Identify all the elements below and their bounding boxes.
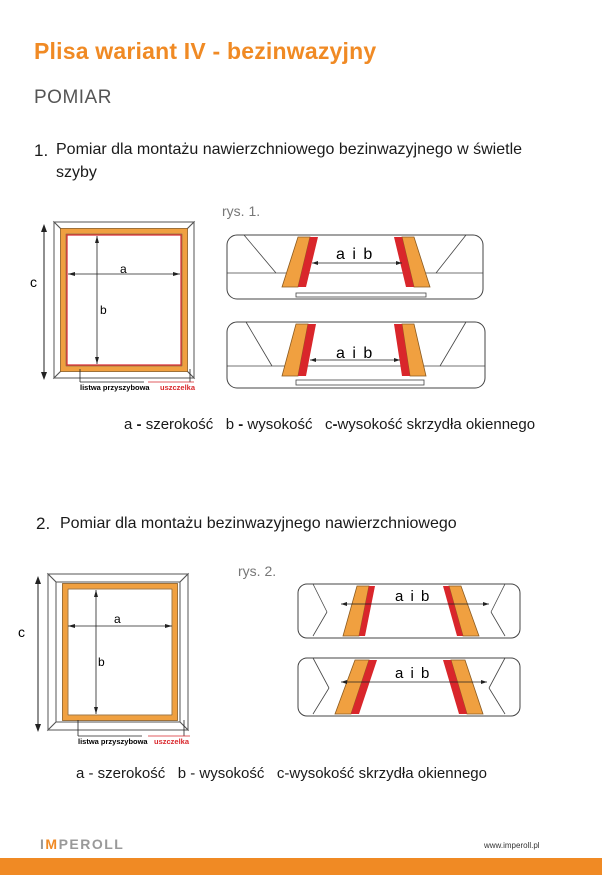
page-subtitle: POMIAR [34,87,112,108]
brand-logo-pre: I [40,836,46,852]
frame-diagram-2 [18,570,198,746]
legend-c-letter: c [324,416,333,433]
profile-diagram-1b [226,320,488,392]
frame-diagram-1 [24,216,204,392]
arrow-up-icon [35,576,41,584]
brand-logo [40,836,124,852]
arrow-down-icon [41,372,47,380]
section-1-heading-line2: szyby [56,164,97,181]
legend-b-letter: b [225,416,235,433]
section-1-number: 1. [34,141,49,160]
section-1-heading [56,138,522,184]
legend-c-text: wysokość skrzydła okiennego [337,416,536,433]
arrow-down-icon [35,724,41,732]
figure-1-label: rys. 1. [222,203,261,219]
section-2-legend: a - szerokość b - wysokość c-wysokość skrzydła okiennego [76,765,487,782]
section-2-heading: Pomiar dla montażu bezinwazyjnego nawierzchniowego [60,515,457,532]
glazing-bead [63,231,185,369]
legend-a-letter: a [124,416,133,433]
footer-bar [0,858,602,875]
arrow-up-icon [41,224,47,232]
page-title: Plisa wariant IV - bezinwazyjny [34,38,377,64]
bead-label: listwa przyszybowa [80,383,150,392]
dimension-c-label: c [18,624,25,640]
dimension-c-label: c [30,274,37,290]
legend-b-text: wysokość [247,416,313,433]
section-1-legend: a - szerokość b - wysokość c-wysokość skrzydła okiennego [124,416,536,433]
footer-url[interactable]: www.imperoll.pl [484,841,540,850]
dimension-a-label: a [120,262,127,276]
dimension-a-label: a [114,612,121,626]
profile-2a-label: a i b [395,588,431,605]
legend-a-text: szerokość [145,416,214,433]
profile-1a-label: a i b [336,246,374,263]
seal-line [67,235,181,365]
profile-diagram-1a [226,233,486,303]
dimension-b-label: b [100,303,107,317]
profile-diagram-2a [297,582,523,642]
profile-1b-label: a i b [336,345,374,362]
seal-label: uszczelka [154,737,190,746]
bead-label: listwa przyszybowa [78,737,148,746]
figure-2-label: rys. 2. [238,563,277,579]
section-2-number: 2. [36,514,51,533]
section-1-heading-line1: Pomiar dla montażu nawierzchniowego bezinwazyjnego w świetle [56,141,523,158]
brand-logo-post: PEROLL [58,836,125,852]
profile-2b-label: a i b [395,665,431,682]
dimension-b-label: b [98,655,105,669]
seal-label: uszczelka [160,383,196,392]
profile-diagram-2b [297,656,523,720]
brand-logo-accent: M [45,836,59,852]
glazing-bead [65,586,175,718]
